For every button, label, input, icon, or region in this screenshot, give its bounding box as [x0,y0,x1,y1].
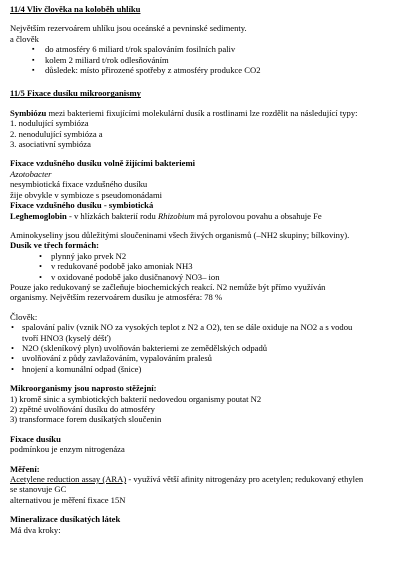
mineralization-heading: Mineralizace dusíkatých látek [10,514,121,525]
list-item: • uvolňování z půdy zavlažováním, vypalováním pralesů [22,353,409,363]
fixation-heading: Fixace dusíku [10,433,61,444]
list-item: • plynný jako prvek N2 [51,251,409,261]
leghemoglobin-text-end: má pyrolovou povahu a obsahuje Fe [194,210,322,221]
microorganisms-heading: Mikroorganismy jsou naprosto stěžejní: [10,383,157,394]
section-heading-nitrogen: 11/5 Fixace dusíku mikroorganismy [10,88,141,99]
leghemoglobin-term: Leghemoglobin [10,210,67,221]
list-item: 2. nenodulující symbióza a [10,128,103,139]
amino-acids-line: Aminokyseliny jsou důležitými sloučeninami všech živých organismů (–NH2 skupiny; bílkoviny). [10,229,350,240]
leghemoglobin-text: - v hlízkách bakterií rodu [66,210,158,221]
nitrogen-note: Pouze jako redukovaný se začleňuje biochemických reakcí. N2 nemůže být přímo využíván [10,281,326,292]
carbon-intro: Největším rezervoárem uhlíku jsou oceánské a pevninské sedimenty. [10,23,247,34]
leghemoglobin-line [10,211,409,221]
carbon-intro-human: a člověk [10,33,39,44]
list-item: ▪ kolem 2 miliard t/rok odlesňováním [45,55,409,65]
list-item: ▪ důsledek: místo přirozené spotřeby z atmosféry produkce CO2 [45,65,409,75]
fixation-line: podmínkou je enzym nitrogenáza [10,444,125,455]
nitrogen-forms-list [10,251,409,282]
list-item: • v redukované podobě jako amoniak NH3 [51,261,409,271]
section-heading-carbon: 11/4 Vliv člověka na koloběh uhlíku [10,4,141,14]
list-item: 3. asociativní symbióza [10,139,91,150]
human-label: Člověk: [10,311,38,322]
measurement-method [10,474,409,484]
symbiosis-paragraph [10,108,409,118]
measurement-alternative: alternativou je měření fixace 15N [10,494,126,505]
list-item: • v oxidované podobě jako dusičnanový NO3– ion [51,272,409,282]
free-fixation-heading: Fixace vzdušného dusíku volně žijícími bakteriemi [10,158,196,169]
genus-azotobacter: Azotobacter [10,168,52,179]
list-item: 2) zpětné uvolňování dusíku do atmosféry [10,404,155,414]
carbon-list [10,44,409,75]
symbiotic-fixation-heading: Fixace vzdušného dusíku - symbiotická [10,200,154,211]
nitrogen-forms-heading: Dusík ve třech formách: [10,240,100,251]
symbiosis-text: mezi bakteriemi fixujícími molekulární dusík a rostlinami lze rozdělit na následující typy: [46,107,358,118]
nitrogen-note: organismy. Největším rezervoárem dusíku je atmosféra: 78 % [10,292,223,303]
list-item: • spalování paliv (vznik NO za vysokých teplot z N2 a O2), ten se dále oxiduje na NO2 a s vodou tvoří HNO3 (kyselý déšť) [22,322,409,343]
list-item: • N2O (skleníkový plyn) uvolňován bakteriemi ze zemědělských odpadů [22,343,409,353]
symbiosis-term: Symbiózu [10,107,47,118]
free-fixation-line: žije obvykle v symbioze s pseudomonádami [10,189,163,200]
genus-rhizobium: Rhizobium [158,210,195,221]
human-impact-list [10,322,409,374]
measurement-heading: Měření: [10,463,40,474]
list-item: • hnojení a komunální odpad (šnice) [22,364,409,374]
ara-text: - využívá větší afinity nitrogenázy pro acetylen; redukovaný ethylen [126,474,364,485]
list-item: 1) kromě sinic a symbiotických bakterií nedovedou organismy poutat N2 [10,393,262,404]
free-fixation-line: nesymbiotická fixace vzdušného dusíku [10,179,148,190]
list-item: 1. nodulující symbióza [10,118,89,129]
list-item: ▪ do atmosféry 6 miliard t/rok spalováním fosilních paliv [45,44,409,54]
mineralization-line: Má dva kroky: [10,524,61,535]
ara-term: Acetylene reduction assay (ARA) [10,474,127,485]
measurement-line: se stanovuje GC [10,484,67,495]
list-item: 3) transformace forem dusíkatých sloučenin [10,414,162,425]
